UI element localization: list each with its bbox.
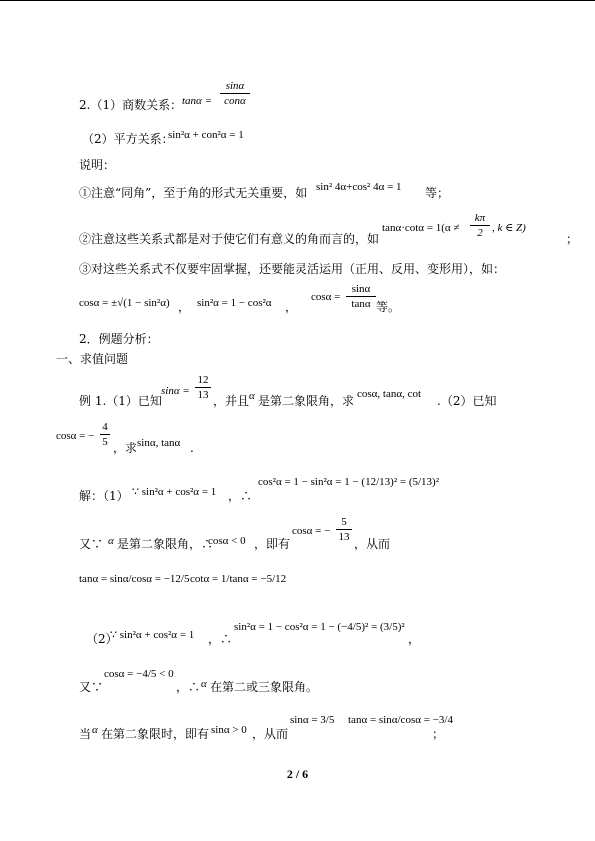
note3-sep1: ， [178,300,191,314]
sol4-text-a: 当 [79,727,92,741]
square-formula: sin²α + con²α = 1 [168,129,244,141]
note1-text: ①注意“同角”，至于角的形式无关重要，如 [79,186,308,200]
note2-frac-num: kπ [474,212,486,224]
sol-label: 解：（1） [79,489,129,503]
fraction-bar [100,434,110,435]
note-label: 说明： [79,158,116,172]
ex1-f2-num: 4 [102,421,108,433]
examples-heading: 2．例题分析： [79,332,159,346]
note2-tail: , k ∈ Z) [492,222,526,234]
sol-therefore1: ，∴ [228,489,253,503]
quotient-fraction [220,80,250,107]
fraction-bar [346,296,376,297]
ex1-f2-lhs: cosα = − [56,430,95,442]
note3-f2: sin²α = 1 − cos²α [197,297,272,309]
sol-because1: ∵ sin²α + cos²α = 1 [132,486,217,498]
fraction-bar [220,93,250,94]
sol-text2a: 又∵ [79,537,104,551]
fraction-bar [470,225,490,226]
square-label: （2）平方关系： [82,132,174,146]
sol4-tan-val: tanα = sinα/cosα = −3/4 [348,714,453,726]
alpha-symbol: α [92,724,98,736]
note3-f3-fraction [346,283,376,310]
sol4-text-c: ，从而 [252,727,289,741]
note3-f3-lhs: cosα = [311,291,341,303]
ex1-targets2: sinα, tanα [137,437,181,449]
sol3-text-c: 在第二或三象限角。 [210,680,319,694]
ex1-f2-den: 5 [102,436,108,448]
ex1-alpha: α [249,390,255,402]
note3-f3-den: tanα [351,298,371,310]
alpha-symbol: α [108,535,114,547]
quotient-num: sinα [225,80,245,92]
section2-heading: 2.（1）商数关系： [79,98,183,112]
sol-cos-den: 13 [338,531,350,543]
sol4-sin-val: sinα = 3/5 [290,714,335,726]
sol-cos-fraction [336,516,352,543]
ex1-f1-den: 13 [197,389,209,401]
note2-formula: tanα·cotα = 1(α ≠ [382,222,460,234]
ex1-targets: cosα, tanα, cot [357,388,422,400]
sol2-eq: sin²α = 1 − cos²α = 1 − (−4/5)² = (3/5)² [234,621,405,633]
fraction-bar [195,387,211,388]
note2-frac-den: 2 [477,227,483,239]
ex1-text-b: ，并且 [213,394,250,408]
note1-tail: 等； [425,186,450,200]
alpha-symbol: α [201,678,207,690]
note2-text: ②注意这些关系式都是对于使它们有意义的角而言的，如 [79,232,380,246]
sol2-label: （2） [86,632,118,646]
ex1-f1-num: 12 [197,374,209,386]
note2-fraction [470,212,490,239]
sol-cot: cotα = 1/tanα = −5/12 [190,573,287,585]
sol4-sin-pos: sinα > 0 [211,724,247,736]
sol3-text-a: 又∵ [79,680,104,694]
sol-tan: tanα = sinα/cosα = −12/5 [79,573,190,585]
ex1-f2-fraction [100,421,110,448]
note3-tail: 等。 [376,300,401,314]
header-rule [0,0,595,1]
sol-text2b: 是第二象限角，∴ [117,537,214,551]
quotient-lhs: tanα = [182,95,213,107]
note3-f3-num: sinα [351,283,371,295]
note3-f1: cosα = ±√(1 − sin²α) [79,297,170,309]
sol2-end: ， [408,632,421,646]
note3-sep2: ， [285,300,298,314]
quotient-den: conα [224,95,246,107]
sol4-end: ； [432,727,445,741]
sol-text2c: ，即有 [254,537,291,551]
sol-eq1: cos²α = 1 − sin²α = 1 − (12/13)² = (5/13)² [258,476,440,488]
ex1-text-d: .（2）已知 [437,394,497,408]
sol-cos-neg: cosα < 0 [208,535,246,547]
ex1-text-f: . [190,441,194,455]
sol2-therefore: ，∴ [208,632,233,646]
sol-cos-lhs: cosα = − [292,525,331,537]
part1-heading: 一、求值问题 [56,352,129,366]
note2-end: ； [566,232,579,246]
sol3-text-b: ，∴ [176,680,201,694]
ex1-text-a: 例 1.（1）已知 [79,394,162,408]
fraction-bar [336,529,352,530]
ex1-text-e: ，求 [113,441,138,455]
page-number: 2 / 6 [286,767,309,781]
sol-cos-num: 5 [341,516,347,528]
note1-formula: sin² 4α+cos² 4α = 1 [316,181,402,193]
sol-text2d: ，从而 [354,537,391,551]
sol4-text-b: 在第二象限时，即有 [101,727,210,741]
note3-text: ③对这些关系式不仅要牢固掌握，还要能灵活运用（正用、反用、变形用），如： [79,262,506,276]
ex1-f1-lhs: sinα = [161,385,190,397]
sol2-because: ∵ sin²α + cos²α = 1 [110,629,195,641]
ex1-text-c: 是第二象限角，求 [258,394,355,408]
sol3-cos: cosα = −4/5 < 0 [104,668,174,680]
ex1-f1-fraction [195,374,211,401]
